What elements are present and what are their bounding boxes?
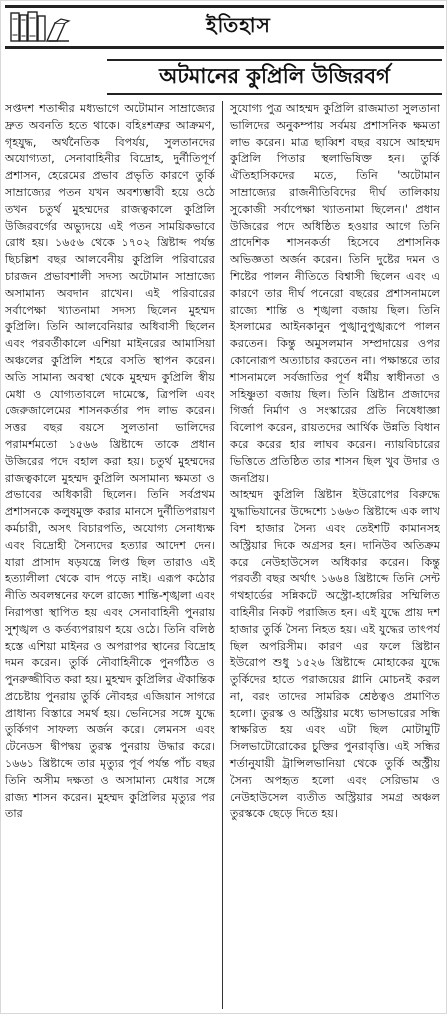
article-headline: অটমানের কুপ্রিলি উজিরবর্গ: [159, 63, 390, 88]
left-paragraph-1: সপ্তদশ শতাব্দীর মধ্যভাগে অটোমান সাম্রাজ্যের দ্রুত অবনতি হতে থাকে। বহিঃশত্রুর আক্রমণ, গৃহযুদ্ধ, অর্থনৈতিক বিপর্যয়, সুলতানদের অযোগ্যতা, সেনাবাহিনীর বিদ্রোহ, দুর্নীতিপূর্ণ প্রশাসন, হেরেমের প্রভাব প্রভৃতি কারণে তুর্কি সাম্রাজ্যের পতন যখন অবশ্যম্ভাবী হয়ে ওঠে তখন চতুর্থ মুহম্মদের রাজত্বকালে কুপ্রিলি উজিরবর্গের অভ্যুদয়ে এই পতন সাময়িকভাবে রোধ হয়। ১৬৫৬ থেকে ১৭০২ খ্রিষ্টাব্দ পর্যন্ত ছিচল্লিশ বছর আলবেনীয় কুপ্রিলি পরিবারের চারজন প্রভাবশালী সদস্য অটোমান সাম্রাজ্যে অসামান্য অবদান রাখেন। এই পরিবারের সর্বাপেক্ষা খ্যাতনামা সদস্য ছিলেন মুহম্মদ কুপ্রিলি। তিনি আলবেনিয়ার অধিবাসী ছিলেন এবং পরবর্তীকালে এশিয়া মাইনরের আমাসিয়া অঞ্চলের কুপ্রিলি শহরে বসতি স্থাপন করেন। অতি সামান্য অবস্থা থেকে মুহম্মদ কুপ্রিলি স্বীয় মেধা ও যোগ্যতাবলে দামেস্কে, ত্রিপলি এবং জেরুজালেমের শাসনকর্তার পদ লাভ করেন। সত্তর বছর বয়সে সুলতানা ভালিদের পরামর্শমতো ১৫৬৬ খ্রিষ্টাব্দে তাকে প্রধান উজিরের পদে বহাল করা হয়। চতুর্থ মুহম্মদের রাজত্বকালে মুহম্মদ কুপ্রিলি অসামান্য ক্ষমতা ও প্রভাবের অধিকারী ছিলেন। তিনি সর্বপ্রথম প্রশাসনকে কলুষমুক্ত করার মানসে দুর্নীতিপরায়ণ কর্মচারী, অসৎ বিচারপতি, অযোগ্য সেনাধ্যক্ষ এবং বিদ্রোহী সৈন্যদের হত্যার আদেশ দেন। যারা প্রাসাদ ষড়যন্ত্রে লিপ্ত ছিল তারাও এই হত্যালীলা থেকে বাদ পড়ে নাই। এরূপ কঠোর নীতি অবলম্বনের ফলে রাজ্যে শান্তি-শৃঙ্খলা এবং নিরাপত্তা স্থাপিত হয় এবং সেনাবাহিনী পুনরায় সুশৃঙ্খল ও কর্তব্যপরায়ণ হয়ে ওঠে। তিনি বলিষ্ঠ হস্তে এশিয়া মাইনর ও অপরাপর স্থানের বিদ্রোহ দমন করেন। তুর্কি নৌবাহিনীকে পুনর্গঠিত ও পুনরুজ্জীবিত করা হয়। মুহম্মদ কুপ্রিলির ঐকান্তিক প্রচেষ্টায় পুনরায় তুর্কি নৌবহর এজিয়ান সাগরে প্রাধান্য বিস্তারে সমর্থ হয়। ভেনিসের সঙ্গে যুদ্ধে তুর্কিগণ সাফল্য অর্জন করে। লেমনস এবং টেনেডস দ্বীপদ্বয় তুরস্ক পুনরায় উদ্ধার করে। ১৬৬১ খ্রিষ্টাব্দে তার মৃত্যুর পূর্ব পর্যন্ত পাঁচ বছর তিনি অসীম দক্ষতা ও অসামান্য মেধার সঙ্গে রাজ্য শাসন করেন। মুহম্মদ কুপ্রিলির মৃত্যুর পর তার: [5, 102, 215, 821]
article-body: [5, 101, 444, 1009]
section-name: ইতিহাস: [206, 12, 271, 37]
books-icon: [9, 9, 73, 45]
right-paragraph-2: আহম্মদ কুপ্রিলি খ্রিষ্টান ইউরোপের বিরুদ্ধে যুদ্ধাভিযানের উদ্দেশ্যে ১৬৬৩ খ্রিষ্টাব্দে এক লাখ বিশ হাজার সৈন্য এবং তেইশটি কামানসহ অস্ট্রিয়ার দিকে অগ্রসর হন। দানিউব অতিক্রম করে নেউহাউসেল অধিকার করেন। কিন্তু পরবর্তী বছর অর্থাৎ ১৬৬৪ খ্রিষ্টাব্দে তিনি সেন্ট গথহার্ডের সন্নিকটে অস্ট্রো-হাঙ্গেরির সম্মিলিত বাহিনীর নিকট পরাজিত হন। এই যুদ্ধে প্রায় দশ হাজার তুর্কি সৈন্য নিহত হয়। এই যুদ্ধের তাৎপর্য ছিল অপরিসীম। কারণ এর ফলে খ্রিষ্টান ইউরোপ শুধু ১৫২৬ খ্রিষ্টাব্দে মোহাকের যুদ্ধে তুর্কিদের হাতে পরাজয়ের গ্লানি মোচনই করল না, বরং তাদের সামরিক শ্রেষ্ঠত্বও প্রমাণিত হলো। তুরস্ক ও অস্ট্রিয়ার মধ্যে ভাসভারের সন্ধি স্বাক্ষরিত হয় এবং এটা ছিল মোটামুটি সিলভাটোরোকের চুক্তির পুনরাবৃত্তি। এই সন্ধির শর্তানুযায়ী ট্রান্সিলভানিয়া থেকে তুর্কি অস্ট্রীয় সৈন্য অপহৃত হলো এবং সেরিভাম ও নেউহাউসেল ব্যতীত অস্ট্রিয়ার সমগ্র অঞ্চল তুরস্ককে ছেড়ে দিতে হয়।: [230, 488, 440, 821]
right-column: [225, 101, 440, 1009]
column-divider: [222, 101, 223, 1009]
section-header: [5, 5, 444, 49]
right-paragraph-1: সুযোগ্য পুত্র আহম্মদ কুপ্রিলি রাজমাতা সুলতানা ভালিদের অনুকম্পায় সর্বময় প্রশাসনিক ক্ষমতা লাভ করেন। মাত্র ছাব্বিশ বছর বয়সে আহম্মদ কুপ্রিলি পিতার স্থলাভিষিক্ত হন। তুর্কি ঐতিহাসিকদের মতে, তিনি 'অটোমান সাম্রাজ্যের রাজনীতিবিদের দীর্ঘ তালিকায় সুকোজী সর্বাপেক্ষা খ্যাতনামা ছিলেন।' প্রধান উজিরের পদে অধিষ্ঠিত হওয়ার আগে তিনি প্রাদেশিক শাসনকর্তা হিসেবে প্রশাসনিক অভিজ্ঞতা অর্জন করেন। তিনি দুষ্টের দমন ও শিষ্টের পালন নীতিতে বিশ্বাসী ছিলেন এবং এ কারণে তার দীর্ঘ পনেরো বছরের প্রশাসনামলে রাজ্যে শান্তি ও শৃঙ্খলা বজায় ছিল। তিনি ইসলামের আইনকানুন পুঙ্খানুপুঙ্খরূপে পালন করতেন। কিন্তু অমুসলমান সম্প্রদায়ের ওপর কোনোরূপ অত্যাচার করতেন না। পক্ষান্তরে তার শাসনামলে সর্বজাতির পূর্ণ ধর্মীয় স্বাধীনতা ও সহিষ্ণুতা বজায় ছিল। তিনি খ্রিষ্টান প্রজাদের গির্জা নির্মাণ ও সংস্কারের প্রতি নিষেধাজ্ঞা বিলোপ করেন, রায়তদের আর্থিক উন্নতি বিধান করে করের হার লাঘব করেন। ন্যায়বিচারের ভিত্তিতে প্রতিষ্ঠিত তার শাসন ছিল খুব উদার ও জনপ্রিয়।: [230, 102, 440, 485]
left-column: [5, 101, 220, 1009]
headline-box: [107, 59, 442, 95]
